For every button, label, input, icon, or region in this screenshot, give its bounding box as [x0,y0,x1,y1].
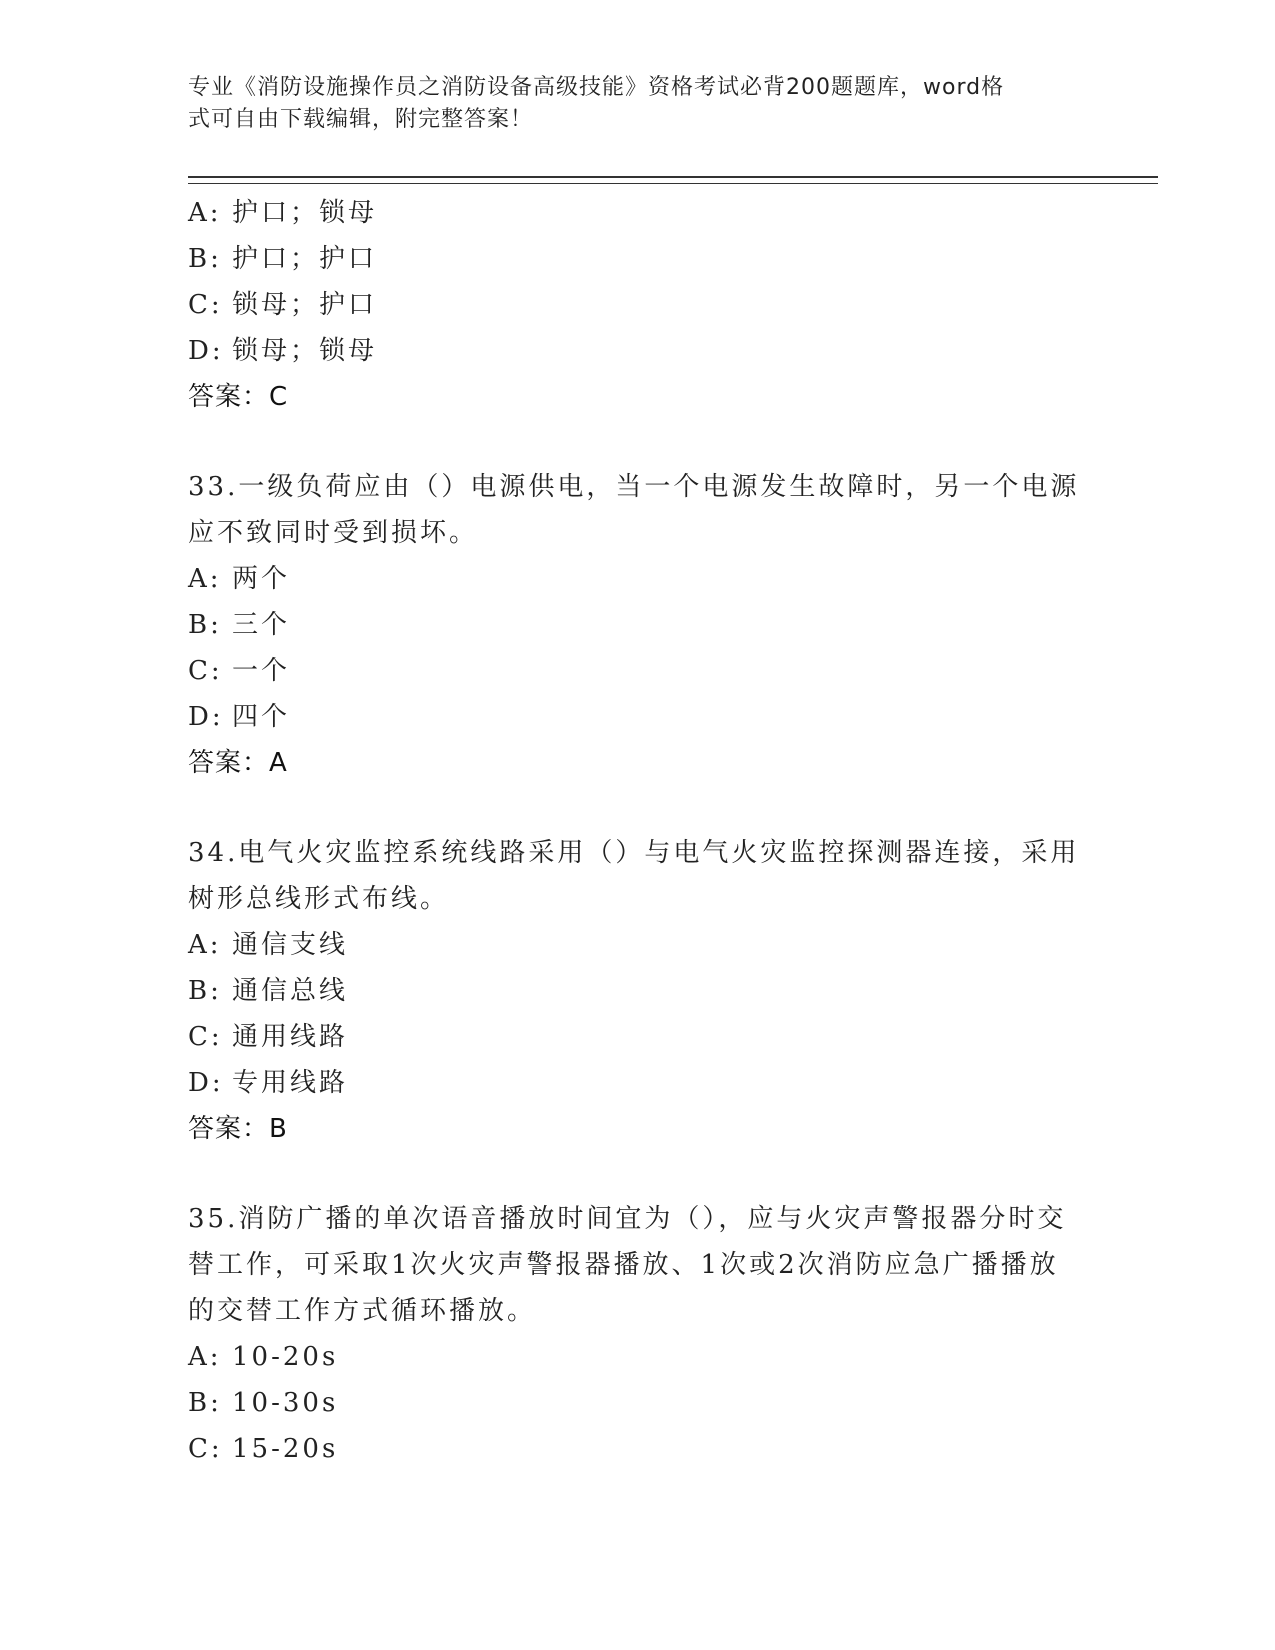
option-label: B: [188,976,222,1006]
question-stem-line-1: 35.消防广播的单次语音播放时间宜为（），应与火灾声警报器分时交 [188,1204,1067,1234]
question-35 [188,1196,1088,1472]
header-divider-thick [188,176,1158,178]
option-text: 通信支线 [232,930,349,960]
header-line-2: 式可自由下载编辑，附完整答案！ [188,107,534,132]
option-text: 15-20s [232,1434,339,1464]
header-line-1: 专业《消防设施操作员之消防设备高级技能》资格考试必背200题题库，word格 [188,75,1005,100]
option-text: 通信总线 [232,976,349,1006]
option-text: 护口；锁母 [232,198,378,228]
option-text: 通用线路 [232,1022,349,1052]
option-a [188,1334,1088,1380]
question-33 [188,464,1088,786]
option-label: D: [188,1068,224,1098]
question-stem-line-2: 树形总线形式布线。 [188,884,450,914]
spacer [188,786,1088,830]
option-label: A: [188,564,222,594]
question-stem-line-1: 34.电气火灾监控系统线路采用（）与电气火灾监控探测器连接，采用 [188,838,1080,868]
option-b [188,236,1088,282]
option-label: D: [188,336,224,366]
option-text: 四个 [232,702,291,732]
answer-text: 答案：A [188,748,288,778]
option-text: 一个 [232,656,291,686]
option-label: C: [188,656,223,686]
answer-text: 答案：B [188,1114,288,1144]
question-32 [188,190,1088,420]
option-c [188,648,1088,694]
option-label: A: [188,930,222,960]
option-d [188,1060,1088,1106]
option-text: 两个 [232,564,291,594]
option-text: 锁母；锁母 [232,336,378,366]
question-stem-line-1: 33.一级负荷应由（）电源供电，当一个电源发生故障时，另一个电源 [188,472,1080,502]
question-stem-line-3: 的交替工作方式循环播放。 [188,1296,537,1326]
option-b [188,1380,1088,1426]
question-stem-line-2: 替工作，可采取1次火灾声警报器播放、1次或2次消防应急广播播放 [188,1250,1059,1280]
option-label: B: [188,1388,222,1418]
option-label: C: [188,290,223,320]
option-c [188,1014,1088,1060]
option-text: 护口；护口 [232,244,378,274]
option-d [188,328,1088,374]
option-label: D: [188,702,224,732]
option-label: B: [188,244,222,274]
option-label: C: [188,1434,223,1464]
option-a [188,190,1088,236]
option-a [188,556,1088,602]
option-c [188,1426,1088,1472]
option-a [188,922,1088,968]
option-text: 专用线路 [232,1068,349,1098]
option-d [188,694,1088,740]
option-label: B: [188,610,222,640]
option-text: 10-30s [232,1388,339,1418]
option-label: C: [188,1022,223,1052]
answer-text: 答案：C [188,382,289,412]
option-text: 锁母；护口 [232,290,378,320]
option-b [188,968,1088,1014]
option-c [188,282,1088,328]
option-label: A: [188,198,222,228]
header-divider-thin [188,183,1158,184]
option-text: 10-20s [232,1342,339,1372]
spacer [188,1152,1088,1196]
document-header [188,72,1088,136]
option-label: A: [188,1342,222,1372]
option-b [188,602,1088,648]
question-stem-line-2: 应不致同时受到损坏。 [188,518,479,548]
question-list [188,190,1088,1472]
option-text: 三个 [232,610,291,640]
question-34 [188,830,1088,1152]
spacer [188,420,1088,464]
